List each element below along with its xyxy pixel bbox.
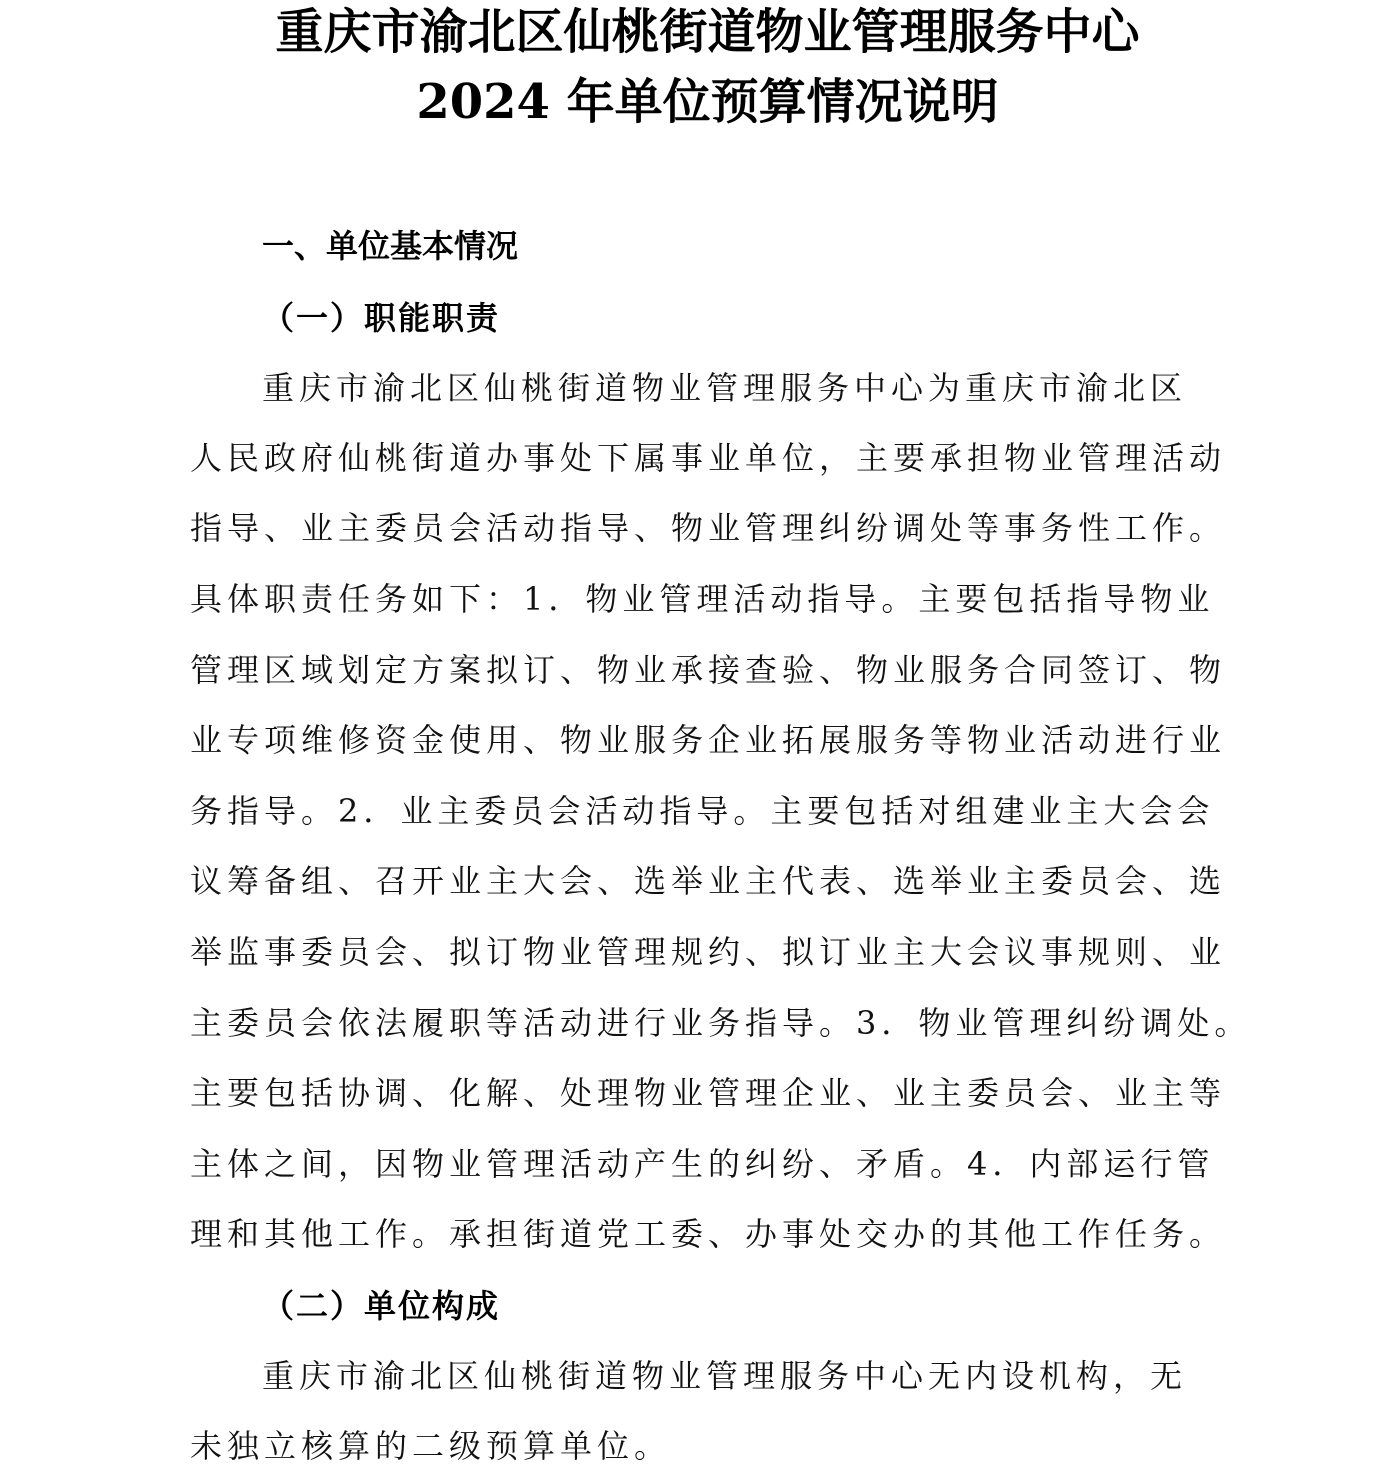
paragraph-line: 业专项维修资金使用、物业服务企业拓展服务等物业活动进行业: [190, 721, 1227, 759]
section-heading-basic-info: 一、单位基本情况: [262, 227, 519, 265]
paragraph-line: 重庆市渝北区仙桃街道物业管理服务中心为重庆市渝北区: [262, 369, 1188, 407]
paragraph-line: 议筹备组、召开业主大会、选举业主代表、选举业主委员会、选: [190, 862, 1227, 900]
paragraph-line: 未独立核算的二级预算单位。: [190, 1427, 672, 1465]
paragraph-line: 主委员会依法履职等活动进行业务指导。3．物业管理纠纷调处。: [190, 1004, 1252, 1042]
paragraph-line: 理和其他工作。承担街道党工委、办事处交办的其他工作任务。: [190, 1215, 1227, 1253]
document-title-line-1: 重庆市渝北区仙桃街道物业管理服务中心: [275, 4, 1140, 60]
document-title-line-2: 2024 年单位预算情况说明: [416, 74, 999, 130]
subsection-heading-composition: （二）单位构成: [262, 1287, 501, 1325]
paragraph-line: 具体职责任务如下：1．物业管理活动指导。主要包括指导物业: [190, 580, 1215, 618]
paragraph-line: 主要包括协调、化解、处理物业管理企业、业主委员会、业主等: [190, 1074, 1227, 1112]
paragraph-line: 管理区域划定方案拟订、物业承接查验、物业服务合同签订、物: [190, 651, 1227, 689]
paragraph-line: 人民政府仙桃街道办事处下属事业单位，主要承担物业管理活动: [190, 439, 1227, 477]
paragraph-line: 重庆市渝北区仙桃街道物业管理服务中心无内设机构，无: [262, 1357, 1188, 1395]
paragraph-line: 举监事委员会、拟订物业管理规约、拟订业主大会议事规则、业: [190, 933, 1227, 971]
paragraph-line: 指导、业主委员会活动指导、物业管理纠纷调处等事务性工作。: [190, 509, 1227, 547]
subsection-heading-functions: （一）职能职责: [262, 299, 501, 337]
paragraph-line: 主体之间，因物业管理活动产生的纠纷、矛盾。4．内部运行管: [190, 1145, 1215, 1183]
paragraph-line: 务指导。2．业主委员会活动指导。主要包括对组建业主大会会: [190, 792, 1215, 830]
